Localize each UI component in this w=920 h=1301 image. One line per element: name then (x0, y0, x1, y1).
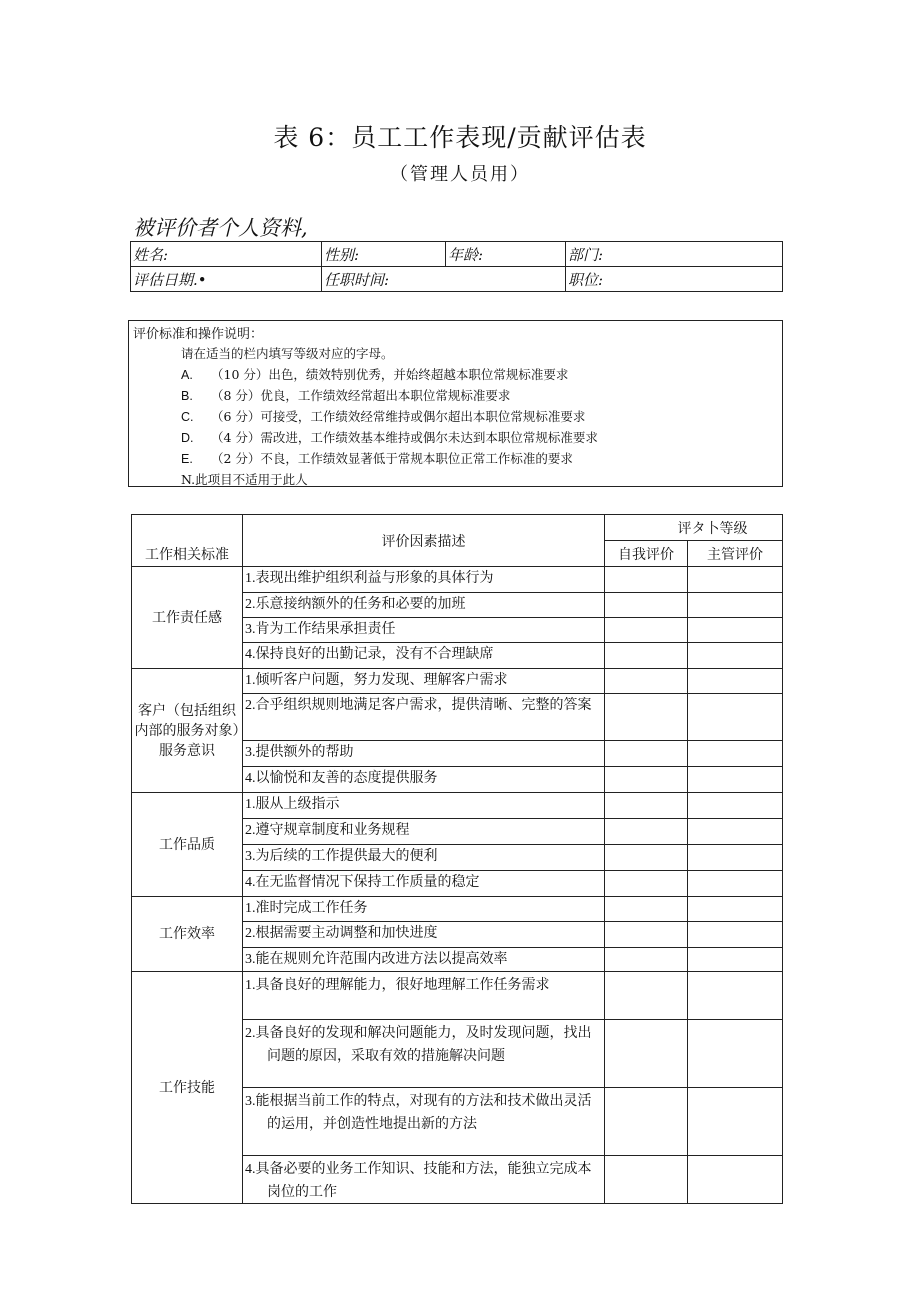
factor-item (243, 871, 605, 897)
item-number: 3. (245, 622, 256, 637)
evaluation-table (131, 514, 783, 1204)
self-rating-cell[interactable] (605, 897, 688, 922)
manager-rating-cell[interactable] (688, 922, 783, 948)
item-number: 3. (245, 849, 256, 864)
item-number: 1. (245, 797, 256, 812)
self-rating-cell[interactable] (605, 567, 688, 593)
category-work-skills: 工作技能 (132, 972, 243, 1204)
item-number: 3. (245, 1094, 256, 1109)
manager-rating-cell[interactable] (688, 1156, 783, 1204)
level-text: （6 分）可接受，工作绩效经常维持或偶尔超出本职位常规标准要求 (211, 409, 586, 424)
factor-item (243, 972, 605, 1020)
level-letter: A. (181, 368, 193, 382)
criteria-level-a (181, 365, 568, 383)
criteria-level-c (181, 407, 585, 425)
gender-field[interactable] (322, 242, 446, 267)
item-text: 以愉悦和友善的态度提供服务 (255, 770, 438, 786)
tenure-field[interactable] (322, 267, 566, 292)
page-subtitle: （管理人员用） (390, 164, 530, 185)
manager-rating-cell[interactable] (688, 694, 783, 741)
manager-rating-cell[interactable] (688, 845, 783, 871)
header-description: 评价因素描述 (243, 515, 605, 567)
header-level: 评タ卜等级 (605, 515, 783, 541)
factor-item (243, 741, 605, 767)
item-text: 倾听客户问题，努力发现、理解客户需求 (255, 672, 508, 688)
self-rating-cell[interactable] (605, 972, 688, 1020)
category-customer-service: 客户（包括组织内部的服务对象）服务意识 (132, 669, 243, 793)
eval-date-field[interactable] (131, 267, 322, 292)
factor-item (243, 593, 605, 618)
level-letter: D. (181, 431, 194, 445)
self-rating-cell[interactable] (605, 741, 688, 767)
level-letter: B. (181, 389, 193, 403)
item-text: 遵守规章制度和业务规程 (255, 822, 410, 838)
self-rating-cell[interactable] (605, 618, 688, 643)
level-text: （4 分）需改进，工作绩效基本维持或偶尔未达到本职位常规标准要求 (211, 430, 598, 445)
item-number: 2. (245, 698, 256, 713)
factor-item (243, 618, 605, 643)
item-number: 4. (245, 771, 256, 786)
header-manager: 主管评价 (688, 541, 783, 567)
tenure-label: 任职时间: (324, 270, 390, 289)
factor-item (243, 767, 605, 793)
level-text: （2 分）不良，工作绩效显著低于常规本职位正常工作标准的要求 (211, 451, 573, 466)
manager-rating-cell[interactable] (688, 819, 783, 845)
item-text: 根据需要主动调整和加快进度 (255, 925, 438, 941)
self-rating-cell[interactable] (605, 643, 688, 669)
age-field[interactable] (446, 242, 566, 267)
item-number: 4. (245, 875, 256, 890)
self-rating-cell[interactable] (605, 819, 688, 845)
level-letter: C. (181, 410, 194, 424)
criteria-na: N.此项目不适用于此人 (181, 472, 308, 487)
item-text: 为后续的工作提供最大的便利 (255, 848, 438, 864)
criteria-intro: 请在适当的栏内填写等级对应的字母。 (181, 346, 394, 361)
item-number: 1. (245, 673, 256, 688)
criteria-title: 评价标准和操作说明： (133, 327, 264, 342)
item-text: 具备良好的发现和解决问题能力，及时发现问题，找出问题的原因，采取有效的措施解决问题 (255, 1025, 592, 1064)
level-text: （8 分）优良，工作绩效经常超出本职位常规标准要求 (211, 388, 511, 403)
self-rating-cell[interactable] (605, 593, 688, 618)
item-number: 4. (245, 1162, 256, 1177)
item-text: 具备良好的理解能力，很好地理解工作任务需求 (255, 977, 550, 993)
name-field[interactable] (131, 242, 322, 267)
name-label: 姓名: (133, 245, 169, 264)
manager-rating-cell[interactable] (688, 1020, 783, 1088)
item-text: 服从上级指示 (255, 796, 340, 812)
factor-item (243, 845, 605, 871)
self-rating-cell[interactable] (605, 1020, 688, 1088)
self-rating-cell[interactable] (605, 793, 688, 819)
factor-item (243, 948, 605, 972)
item-number: 4. (245, 647, 256, 662)
header-self: 自我评价 (605, 541, 688, 567)
manager-rating-cell[interactable] (688, 1088, 783, 1156)
self-rating-cell[interactable] (605, 1088, 688, 1156)
self-rating-cell[interactable] (605, 669, 688, 694)
self-rating-cell[interactable] (605, 767, 688, 793)
criteria-level-d (181, 428, 598, 446)
manager-rating-cell[interactable] (688, 793, 783, 819)
item-number: 2. (245, 597, 256, 612)
self-rating-cell[interactable] (605, 922, 688, 948)
factor-item (243, 669, 605, 694)
dept-label: 部门: (568, 245, 604, 264)
manager-rating-cell[interactable] (688, 618, 783, 643)
item-text: 能在规则允许范围内改进方法以提高效率 (255, 951, 508, 967)
item-number: 1. (245, 571, 256, 586)
manager-rating-cell[interactable] (688, 643, 783, 669)
manager-rating-cell[interactable] (688, 897, 783, 922)
item-text: 提供额外的帮助 (255, 744, 354, 760)
page-title: 表 6：员工工作表现/贡献评估表 (273, 123, 647, 152)
criteria-level-e (181, 449, 573, 467)
item-number: 1. (245, 978, 256, 993)
manager-rating-cell[interactable] (688, 669, 783, 694)
category-work-efficiency: 工作效率 (132, 897, 243, 972)
self-rating-cell[interactable] (605, 871, 688, 897)
manager-rating-cell[interactable] (688, 767, 783, 793)
self-rating-cell[interactable] (605, 694, 688, 741)
factor-item (243, 1020, 605, 1088)
item-text: 在无监督情况下保持工作质量的稳定 (255, 874, 480, 890)
item-text: 乐意接纳额外的任务和必要的加班 (255, 596, 466, 612)
item-number: 1. (245, 901, 256, 916)
item-text: 准时完成工作任务 (255, 900, 368, 916)
factor-item (243, 643, 605, 669)
item-number: 2. (245, 823, 256, 838)
factor-item (243, 1156, 605, 1204)
item-text: 保持良好的出勤记录，没有不合理缺席 (255, 646, 494, 662)
item-number: 2. (245, 926, 256, 941)
position-field[interactable] (566, 267, 783, 292)
factor-item (243, 567, 605, 593)
criteria-level-b (181, 386, 510, 404)
item-text: 合乎组织规则地满足客户需求，提供清晰、完整的答案 (255, 697, 592, 713)
category-responsibility: 工作责任感 (132, 567, 243, 669)
manager-rating-cell[interactable] (688, 567, 783, 593)
item-text: 能根据当前工作的特点，对现有的方法和技术做出灵活的运用，并创造性地提出新的方法 (255, 1093, 592, 1132)
item-text: 肯为工作结果承担责任 (255, 621, 396, 637)
factor-item (243, 922, 605, 948)
profile-heading: 被评价者个人资料, (133, 216, 308, 240)
level-letter: E. (181, 452, 193, 466)
manager-rating-cell[interactable] (688, 871, 783, 897)
category-work-quality: 工作品质 (132, 793, 243, 897)
dept-field[interactable] (566, 242, 783, 267)
item-number: 2. (245, 1026, 256, 1041)
manager-rating-cell[interactable] (688, 593, 783, 618)
item-number: 3. (245, 745, 256, 760)
eval-date-label: 评估日期.• (133, 270, 207, 289)
manager-rating-cell[interactable] (688, 741, 783, 767)
manager-rating-cell[interactable] (688, 972, 783, 1020)
factor-item (243, 897, 605, 922)
criteria-box (128, 320, 783, 487)
manager-rating-cell[interactable] (688, 948, 783, 972)
position-label: 职位: (568, 270, 604, 289)
age-label: 年龄: (448, 245, 484, 264)
item-text: 表现出维护组织利益与形象的具体行为 (255, 570, 494, 586)
factor-item (243, 793, 605, 819)
factor-item (243, 1088, 605, 1156)
gender-label: 性别: (324, 245, 360, 264)
self-rating-cell[interactable] (605, 1156, 688, 1204)
item-text: 具备必要的业务工作知识、技能和方法，能独立完成本岗位的工作 (255, 1161, 592, 1200)
factor-item (243, 694, 605, 741)
self-rating-cell[interactable] (605, 948, 688, 972)
profile-table (130, 241, 783, 292)
header-standard: 工作相关标准 (132, 515, 243, 567)
factor-item (243, 819, 605, 845)
level-text: （10 分）出色，绩效特别优秀，并始终超越本职位常规标准要求 (211, 367, 569, 382)
self-rating-cell[interactable] (605, 845, 688, 871)
item-number: 3. (245, 952, 256, 967)
